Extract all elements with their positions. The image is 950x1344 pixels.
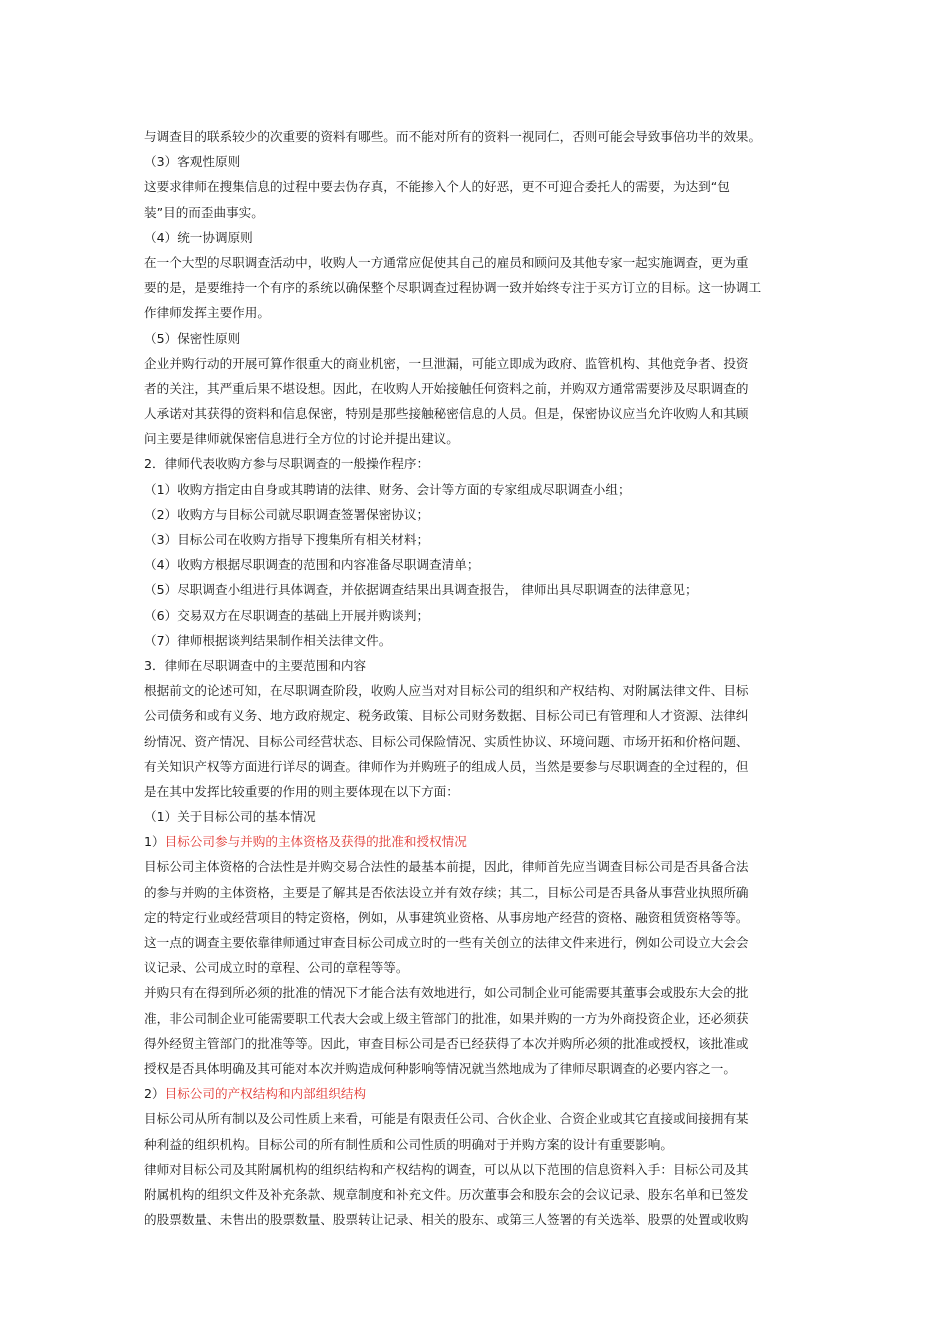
document-page [144,124,808,1232]
text-line: 企业并购行动的开展可算作很重大的商业机密，一旦泄漏，可能立即成为政府、监管机构、其他竞争者、投资 [144,355,749,371]
list-item: （6）交易双方在尽职调查的基础上开展并购谈判； [144,607,430,623]
text-line: 与调查目的联系较少的次重要的资料有哪些。而不能对所有的资料一视同仁，否则可能会导致事倍功半的效果。 [144,129,762,144]
text-line: 种利益的组织机构。目标公司的所有制性质和公司性质的明确对于并购方案的设计有重要影响。 [144,1136,673,1152]
text-line: 人承诺对其获得的资料和信息保密，特别是那些接触秘密信息的人员。但是，保密协议应当允许收购人和其顾 [144,406,749,422]
text-line: 纷情况、资产情况、目标公司经营状态、目标公司保险情况、实质性协议、环境问题、市场开拓和价格问题、 [144,733,749,749]
text-line: 授权是否具体明确及其可能对本次并购造成何种影响等情况就当然地成为了律师尽职调查的必要内容之一。 [144,1060,736,1076]
text-line: 作律师发挥主要作用。 [144,305,270,321]
section-heading: （3）客观性原则 [144,154,241,170]
list-item: （1）收购方指定由自身或其聘请的法律、财务、会计等方面的专家组成尽职调查小组； [144,481,631,497]
list-item: （2）收购方与目标公司就尽职调查签署保密协议； [144,506,430,522]
list-item: （3）目标公司在收购方指导下搜集所有相关材料； [144,532,430,547]
text-line: 有关知识产权等方面进行详尽的调查。律师作为并购班子的组成人员，当然是要参与尽职调查的全过程的，但 [144,758,749,774]
list-item: （7）律师根据谈判结果制作相关法律文件。 [144,632,392,648]
text-line: 这一点的调查主要依靠律师通过审查目标公司成立时的一些有关创立的法律文件来进行，例如公司设立大会会 [144,935,749,950]
text-line: 要的是，是要维持一个有序的系统以确保整个尽职调查过程协调一致并始终专注于买方订立的目标。这一协调工 [144,280,762,296]
text-line: 附属机构的组织文件及补充条款、规章制度和补充文件。历次董事会和股东会的会议记录、股东名单和已签发 [144,1186,749,1202]
subheading-number: 1） [144,834,165,850]
text-line: 是在其中发挥比较重要的作用的则主要体现在以下方面： [144,783,459,799]
text-line: 目标公司从所有制以及公司性质上来看，可能是有限责任公司、合伙企业、合资企业或其它直接或间接拥有某 [144,1111,749,1127]
subheading-text: 目标公司的产权结构和内部组织结构 [164,1086,367,1102]
text-line: 在一个大型的尽职调查活动中，收购人一方通常应促使其自己的雇员和顾问及其他专家一起实施调查，更为重 [144,254,749,270]
list-item: （5）尽职调查小组进行具体调查，并依据调查结果出具调查报告， 律师出具尽职调查的法律意见； [144,582,698,598]
text-line: 的股票数量、未售出的股票数量、股票转让记录、相关的股东、或第三人签署的有关选举、股票的处置或收购 [144,1212,749,1228]
text-line: 律师对目标公司及其附属机构的组织结构和产权结构的调查，可以从以下范围的信息资料入手：目标公司及其 [144,1161,749,1177]
text-line: 公司债务和或有义务、地方政府规定、税务政策、目标公司财务数据、目标公司已有管理和人才资源、法律纠 [144,708,749,724]
text-line: 者的关注，其严重后果不堪设想。因此，在收购人开始接触任何资料之前，并购双方通常需要涉及尽职调查的 [144,380,749,396]
text-line: 根据前文的论述可知，在尽职调查阶段，收购人应当对对目标公司的组织和产权结构、对附属法律文件、目标 [144,683,749,699]
section-heading: 2．律师代表收购方参与尽职调查的一般操作程序： [144,456,430,472]
text-line: 并购只有在得到所必须的批准的情况下才能合法有效地进行，如公司制企业可能需要其董事会或股东大会的批 [144,985,749,1001]
red-subheading-1 [144,829,808,854]
section-heading: （5）保密性原则 [144,330,241,346]
red-subheading-2 [144,1081,808,1106]
subheading-number: 2） [144,1086,165,1102]
text-line: 得外经贸主管部门的批准等等。因此，审查目标公司是否已经获得了本次并购所必须的批准或授权，该批准或 [144,1035,749,1051]
section-heading: （4）统一协调原则 [144,229,253,245]
section-heading: （1）关于目标公司的基本情况 [144,809,316,825]
text-line: 定的特定行业或经营项目的特定资格，例如，从事建筑业资格、从事房地产经营的资格、融资租赁资格等等。 [144,909,749,925]
text-line: 装”目的而歪曲事实。 [144,204,264,220]
text-line: 目标公司主体资格的合法性是并购交易合法性的最基本前提，因此，律师首先应当调查目标公司是否具备合法 [144,859,749,875]
text-line: 准，非公司制企业可能需要职工代表大会或上级主管部门的批准，如果并购的一方为外商投资企业，还必须获 [144,1010,749,1026]
text-line: 这要求律师在搜集信息的过程中要去伪存真，不能掺入个人的好恶，更不可迎合委托人的需要，为达到“包 [144,179,730,195]
list-item: （4）收购方根据尽职调查的范围和内容准备尽职调查清单； [144,557,480,573]
text-line: 问主要是律师就保密信息进行全方位的讨论并提出建议。 [144,431,459,447]
text-line: 议记录、公司成立时的章程、公司的章程等等。 [144,960,409,976]
text-line: 的参与并购的主体资格，主要是了解其是否依法设立并有效存续；其二，目标公司是否具备从事营业执照所确 [144,884,749,900]
section-heading: 3．律师在尽职调查中的主要范围和内容 [144,657,367,673]
subheading-text: 目标公司参与并购的主体资格及获得的批准和授权情况 [164,834,467,850]
